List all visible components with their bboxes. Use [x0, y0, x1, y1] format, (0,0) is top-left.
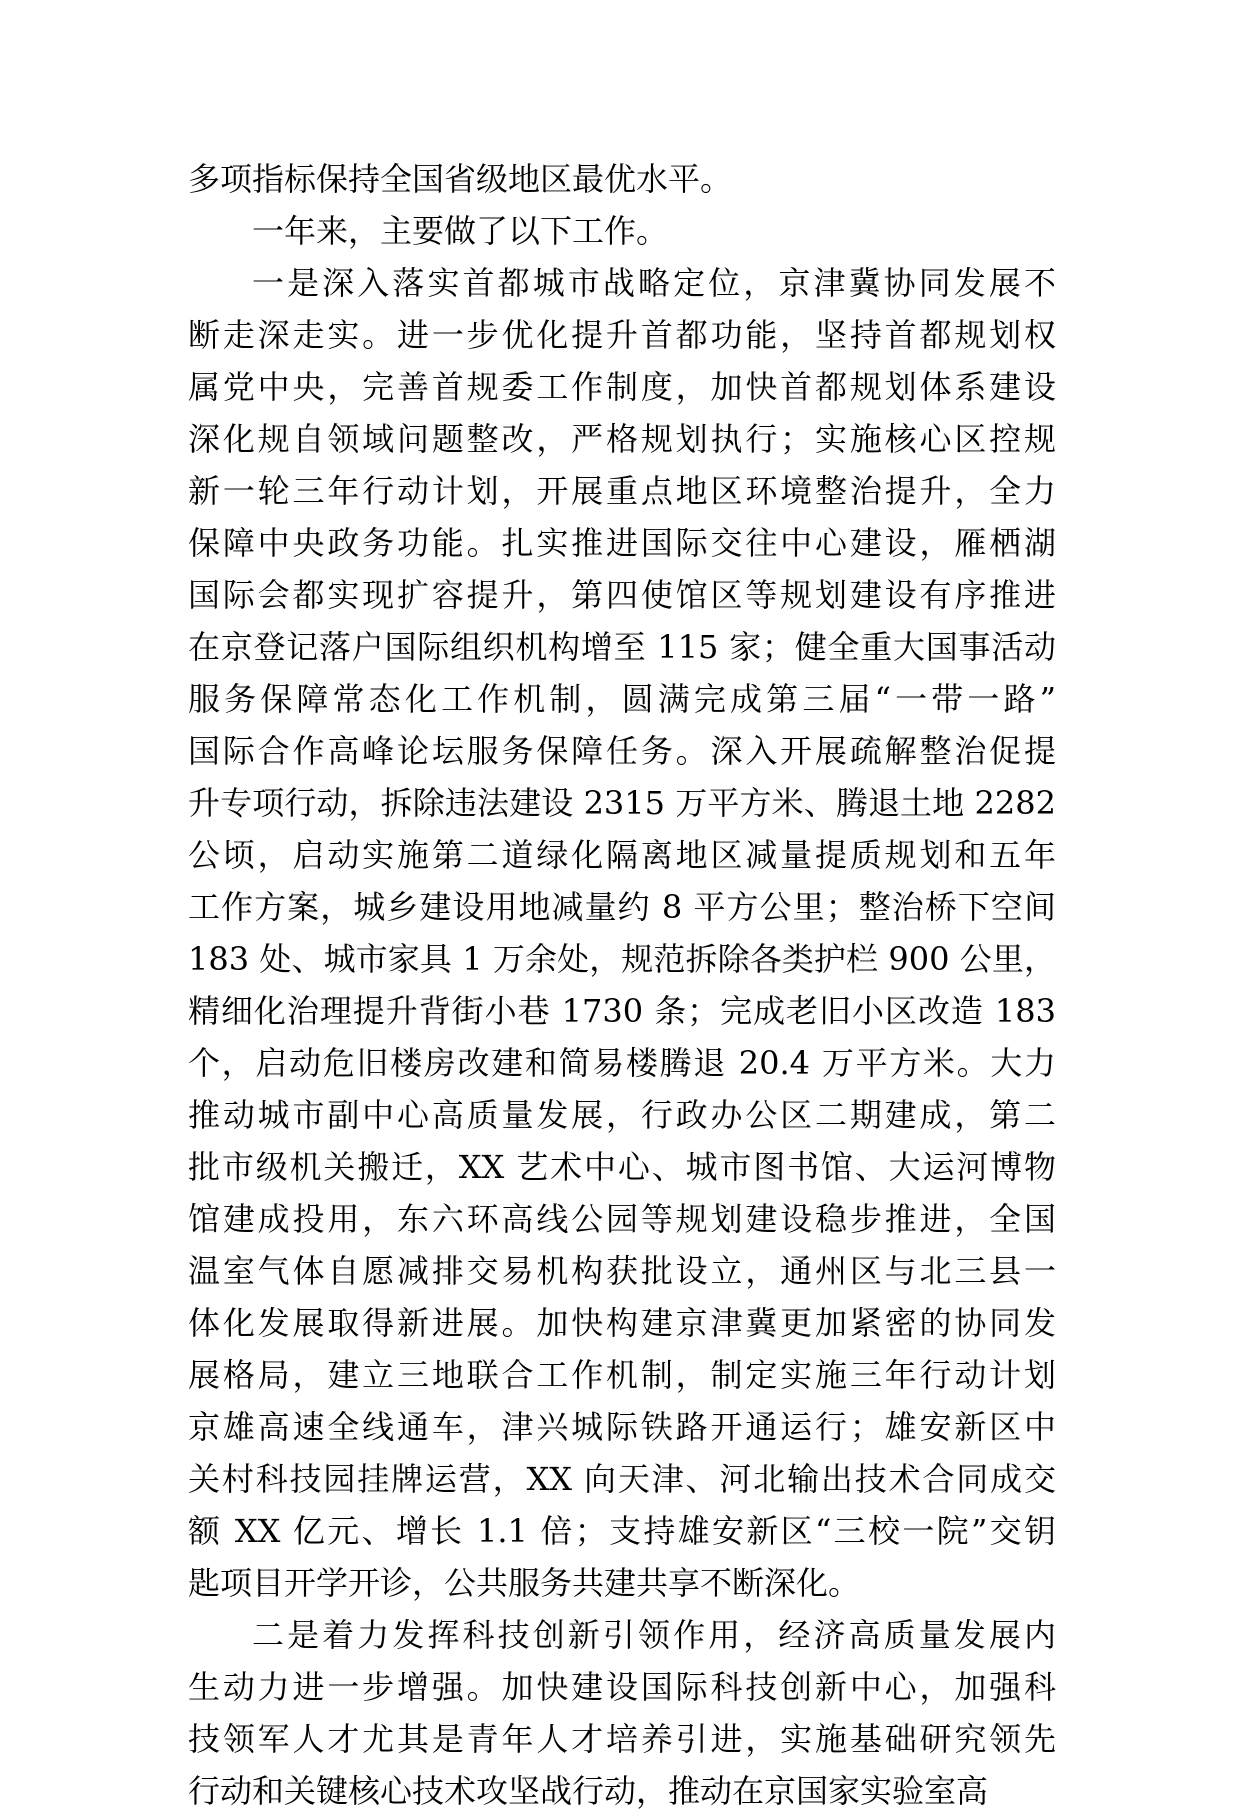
- text-line: 在京登记落户国际组织机构增至 115 家；健全重大国事活动: [188, 628, 1056, 666]
- body-text: [188, 153, 1056, 1817]
- text-line: 深化规自领域问题整改，严格规划执行；实施核心区控规: [188, 420, 1056, 458]
- text-line: 体化发展取得新进展。加快构建京津冀更加紧密的协同发: [188, 1304, 1056, 1342]
- text-line: 行动和关键核心技术攻坚战行动，推动在京国家实验室高: [188, 1772, 989, 1810]
- text-line: 属党中央，完善首规委工作制度，加快首都规划体系建设: [188, 368, 1056, 406]
- text-line: 保障中央政务功能。扎实推进国际交往中心建设，雁栖湖: [188, 524, 1056, 562]
- paragraph: [188, 153, 1056, 205]
- paragraph: [188, 205, 1056, 257]
- text-line: 关村科技园挂牌运营，XX 向天津、河北输出技术合同成交: [188, 1460, 1056, 1498]
- text-line: 京雄高速全线通车，津兴城际铁路开通运行；雄安新区中: [188, 1408, 1056, 1446]
- text-line: 新一轮三年行动计划，开展重点地区环境整治提升，全力: [188, 472, 1056, 510]
- text-line: 馆建成投用，东六环高线公园等规划建设稳步推进，全国: [188, 1200, 1056, 1238]
- text-line: 183 处、城市家具 1 万余处，规范拆除各类护栏 900 公里，: [188, 940, 1056, 978]
- text-line: 推动城市副中心高质量发展，行政办公区二期建成，第二: [188, 1096, 1056, 1134]
- text-line: 服务保障常态化工作机制，圆满完成第三届“一带一路”: [188, 680, 1056, 718]
- text-line: 国际会都实现扩容提升，第四使馆区等规划建设有序推进: [188, 576, 1056, 614]
- text-line: 精细化治理提升背街小巷 1730 条；完成老旧小区改造 183: [188, 992, 1056, 1030]
- text-line: 升专项行动，拆除违法建设 2315 万平方米、腾退土地 2282: [188, 784, 1056, 822]
- text-line: 一是深入落实首都城市战略定位，京津冀协同发展不: [252, 264, 1056, 302]
- text-line: 工作方案，城乡建设用地减量约 8 平方公里；整治桥下空间: [188, 888, 1056, 926]
- text-line: 二是着力发挥科技创新引领作用，经济高质量发展内: [252, 1616, 1056, 1654]
- paragraph: [188, 1609, 1056, 1817]
- text-line: 国际合作高峰论坛服务保障任务。深入开展疏解整治促提: [188, 732, 1056, 770]
- text-line: 匙项目开学开诊，公共服务共建共享不断深化。: [188, 1564, 861, 1602]
- text-line: 断走深走实。进一步优化提升首都功能，坚持首都规划权: [188, 316, 1056, 354]
- text-line: 批市级机关搬迁，XX 艺术中心、城市图书馆、大运河博物: [188, 1148, 1056, 1186]
- text-line: 技领军人才尤其是青年人才培养引进，实施基础研究领先: [188, 1720, 1056, 1758]
- text-line: 个，启动危旧楼房改建和简易楼腾退 20.4 万平方米。大力: [188, 1044, 1056, 1082]
- text-line: 一年来，主要做了以下工作。: [252, 212, 669, 250]
- text-line: 生动力进一步增强。加快建设国际科技创新中心，加强科: [188, 1668, 1056, 1706]
- text-line: 公顷，启动实施第二道绿化隔离地区减量提质规划和五年: [188, 836, 1056, 874]
- text-line: 多项指标保持全国省级地区最优水平。: [188, 160, 733, 198]
- text-line: 温室气体自愿减排交易机构获批设立，通州区与北三县一: [188, 1252, 1056, 1290]
- text-line: 展格局，建立三地联合工作机制，制定实施三年行动计划: [188, 1356, 1056, 1394]
- paragraph: [188, 257, 1056, 1609]
- text-line: 额 XX 亿元、增长 1.1 倍；支持雄安新区“三校一院”交钥: [188, 1512, 1056, 1550]
